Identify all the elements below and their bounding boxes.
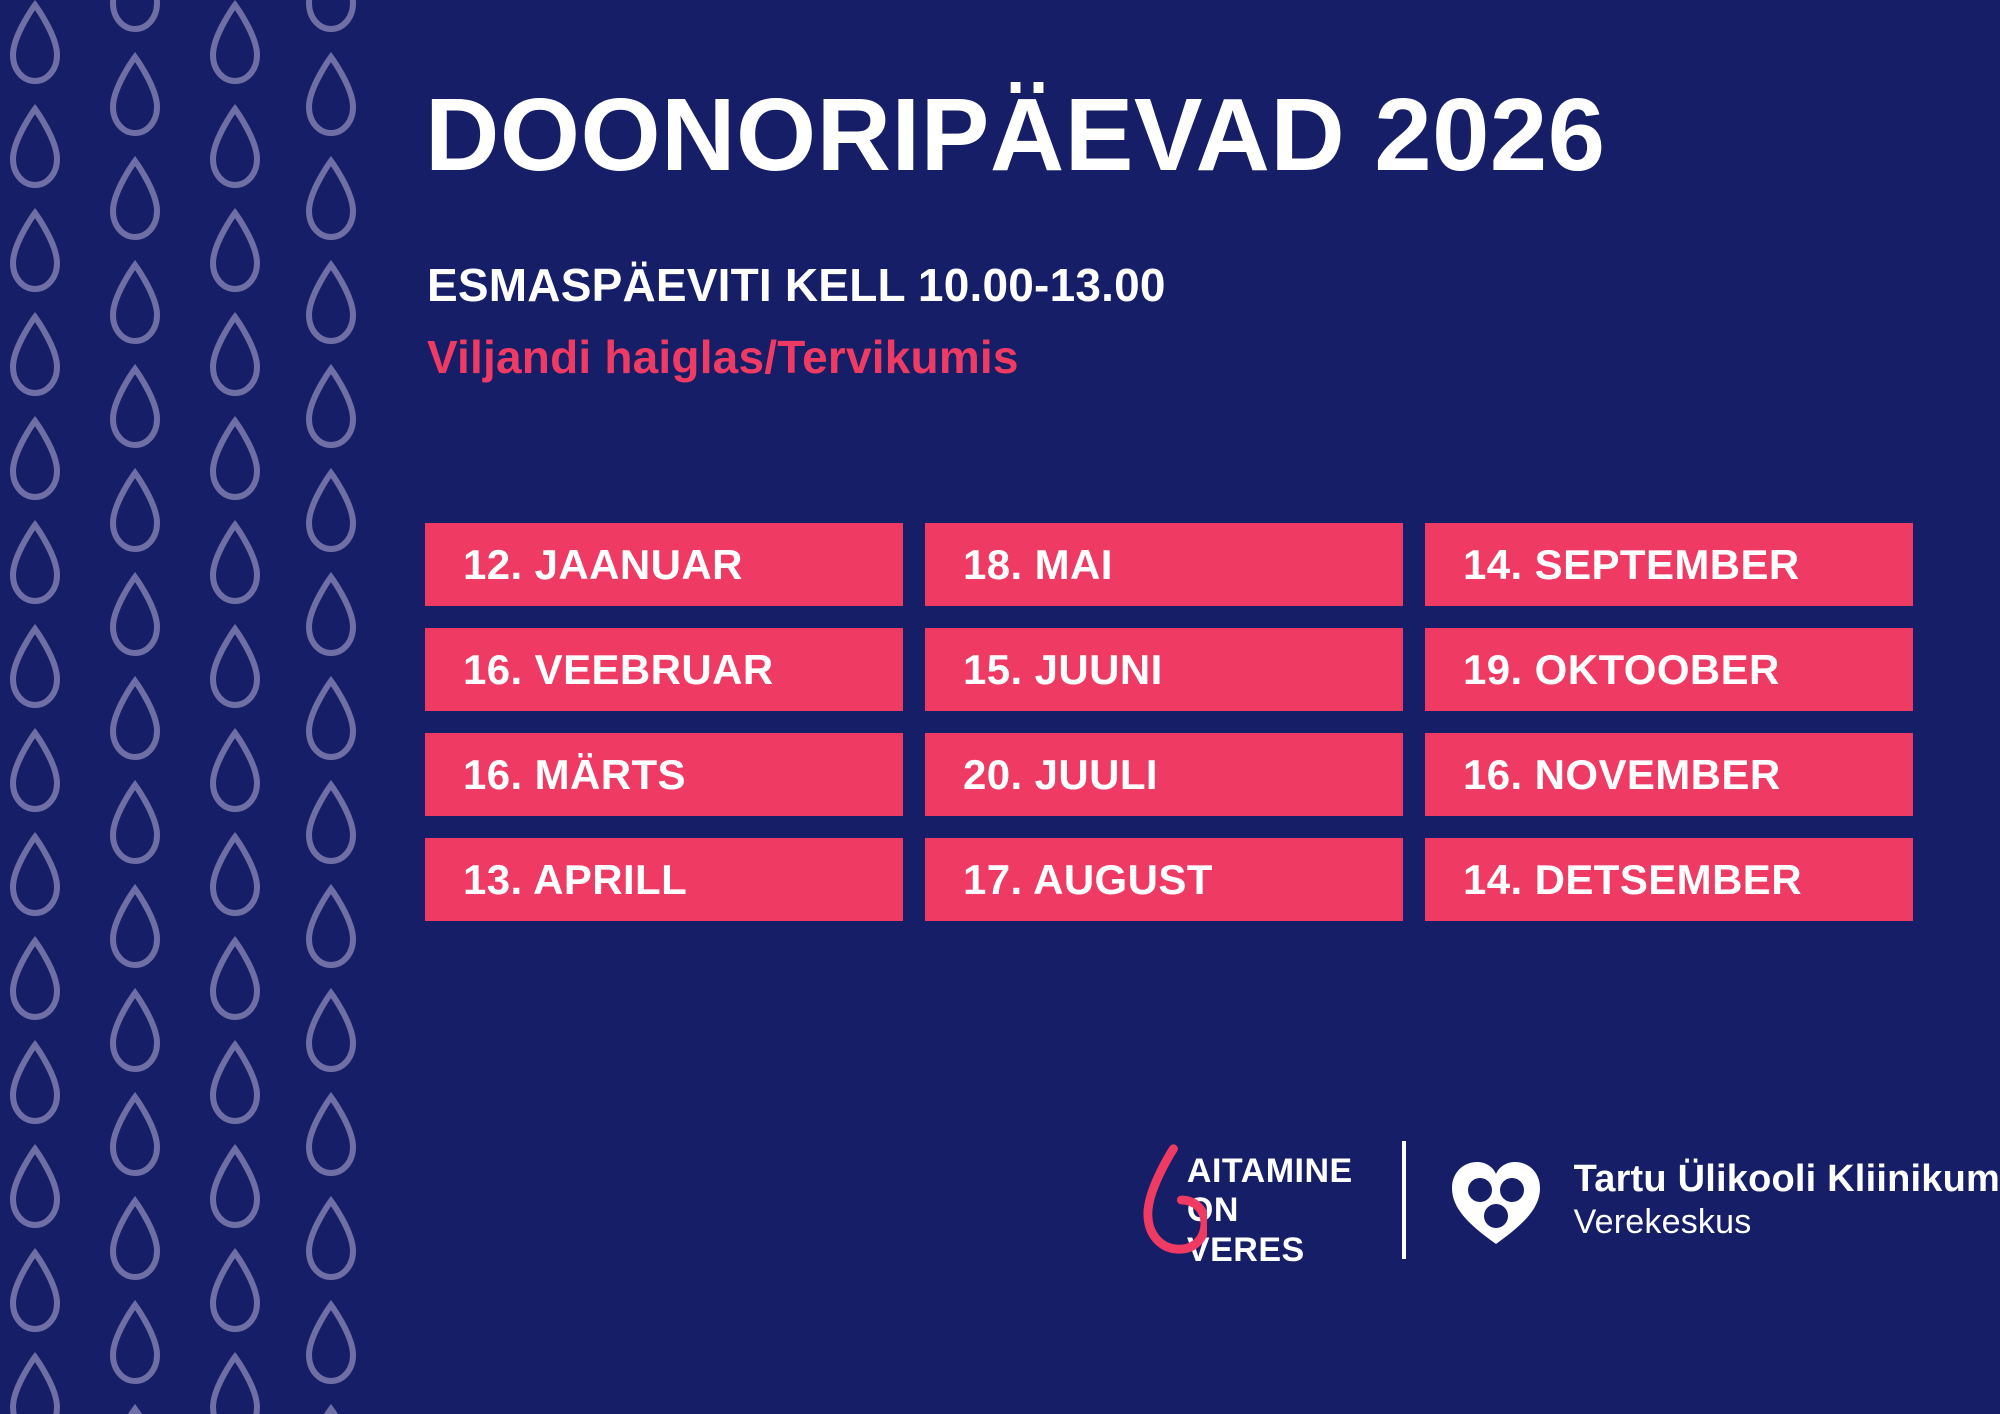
droplet-icon bbox=[104, 780, 166, 866]
location-text: Viljandi haiglas/Tervikumis bbox=[427, 331, 1019, 383]
droplet-icon bbox=[4, 624, 66, 710]
droplet-icon bbox=[204, 208, 266, 294]
date-chip: 15. JUUNI bbox=[925, 628, 1403, 711]
date-chip: 14. DETSEMBER bbox=[1425, 838, 1913, 921]
droplet-icon bbox=[204, 416, 266, 502]
date-chip: 13. APRILL bbox=[425, 838, 903, 921]
droplet-icon bbox=[204, 1352, 266, 1414]
droplet-icon bbox=[300, 1300, 362, 1386]
droplet-icon bbox=[204, 1248, 266, 1334]
schedule-subtitle: ESMASPÄEVITI KELL 10.00-13.00 bbox=[427, 259, 1166, 311]
droplet-icon bbox=[104, 364, 166, 450]
droplet-icon bbox=[204, 520, 266, 606]
organisation-logo-text bbox=[1574, 1158, 2000, 1242]
organisation-name: Tartu Ülikooli Kliinikum bbox=[1573, 1158, 2000, 1200]
droplet-icon bbox=[204, 1040, 266, 1126]
droplet-icon bbox=[300, 156, 362, 242]
droplet-icon bbox=[104, 156, 166, 242]
campaign-logo bbox=[1140, 1135, 1364, 1269]
droplet-icon bbox=[300, 988, 362, 1074]
droplet-icon bbox=[104, 988, 166, 1074]
droplet-icon bbox=[300, 468, 362, 554]
droplet-icon bbox=[104, 1092, 166, 1178]
droplet-icon bbox=[4, 936, 66, 1022]
droplet-icon bbox=[204, 832, 266, 918]
droplet-icon bbox=[300, 780, 362, 866]
campaign-logo-line2: ON VERES bbox=[1186, 1191, 1305, 1269]
date-chip: 14. SEPTEMBER bbox=[1425, 523, 1913, 606]
droplet-icon bbox=[4, 1040, 66, 1126]
clinic-heart-icon bbox=[1444, 1148, 1548, 1252]
date-chip: 16. MÄRTS bbox=[425, 733, 903, 816]
campaign-logo-line1: AITAMINE bbox=[1186, 1151, 1353, 1190]
droplet-icon bbox=[104, 468, 166, 554]
droplet-icon bbox=[300, 572, 362, 658]
date-chip: 20. JUULI bbox=[925, 733, 1403, 816]
droplet-icon bbox=[104, 52, 166, 138]
date-grid bbox=[425, 523, 1925, 921]
droplet-icon bbox=[104, 676, 166, 762]
droplet-icon bbox=[4, 728, 66, 814]
droplet-icon bbox=[300, 1196, 362, 1282]
droplet-icon bbox=[104, 1404, 166, 1414]
droplet-icon bbox=[4, 208, 66, 294]
date-chip: 19. OKTOOBER bbox=[1425, 628, 1913, 711]
date-chip: 16. VEEBRUAR bbox=[425, 628, 903, 711]
droplet-icon bbox=[4, 0, 66, 86]
droplet-icon bbox=[4, 1144, 66, 1230]
date-chip: 17. AUGUST bbox=[925, 838, 1403, 921]
droplet-icon bbox=[104, 0, 166, 34]
droplet-icon bbox=[4, 1248, 66, 1334]
date-chip: 18. MAI bbox=[925, 523, 1403, 606]
droplet-icon bbox=[300, 364, 362, 450]
droplet-icon bbox=[4, 312, 66, 398]
droplet-icon bbox=[300, 0, 362, 34]
blood-drop-icon bbox=[1140, 1144, 1207, 1256]
droplet-icon bbox=[204, 312, 266, 398]
droplet-icon bbox=[204, 1144, 266, 1230]
droplet-icon bbox=[204, 0, 266, 86]
droplet-icon bbox=[4, 832, 66, 918]
droplet-icon bbox=[4, 104, 66, 190]
droplet-icon bbox=[104, 1300, 166, 1386]
droplet-icon bbox=[204, 728, 266, 814]
droplet-icon bbox=[300, 884, 362, 970]
droplet-icon bbox=[300, 676, 362, 762]
droplet-icon bbox=[300, 260, 362, 346]
droplet-icon bbox=[4, 520, 66, 606]
organisation-logo bbox=[1444, 1148, 2000, 1252]
droplet-icon bbox=[104, 572, 166, 658]
logo-block bbox=[1140, 1125, 2000, 1275]
organisation-unit: Verekeskus bbox=[1573, 1203, 1752, 1241]
droplet-icon bbox=[204, 104, 266, 190]
droplet-pattern-strip bbox=[0, 0, 380, 1414]
droplet-icon bbox=[204, 936, 266, 1022]
droplet-icon bbox=[204, 624, 266, 710]
droplet-icon bbox=[300, 1092, 362, 1178]
droplet-icon bbox=[300, 1404, 362, 1414]
droplet-icon bbox=[104, 260, 166, 346]
date-chip: 16. NOVEMBER bbox=[1425, 733, 1913, 816]
droplet-icon bbox=[300, 52, 362, 138]
droplet-icon bbox=[4, 1352, 66, 1414]
droplet-icon bbox=[104, 884, 166, 970]
poster-content bbox=[425, 0, 2000, 1414]
date-chip: 12. JAANUAR bbox=[425, 523, 903, 606]
logo-divider bbox=[1402, 1141, 1406, 1259]
campaign-logo-text bbox=[1187, 1130, 1364, 1270]
page-title: DOONORIPÄEVAD 2026 bbox=[425, 77, 1606, 192]
droplet-icon bbox=[4, 416, 66, 502]
droplet-icon bbox=[104, 1196, 166, 1282]
